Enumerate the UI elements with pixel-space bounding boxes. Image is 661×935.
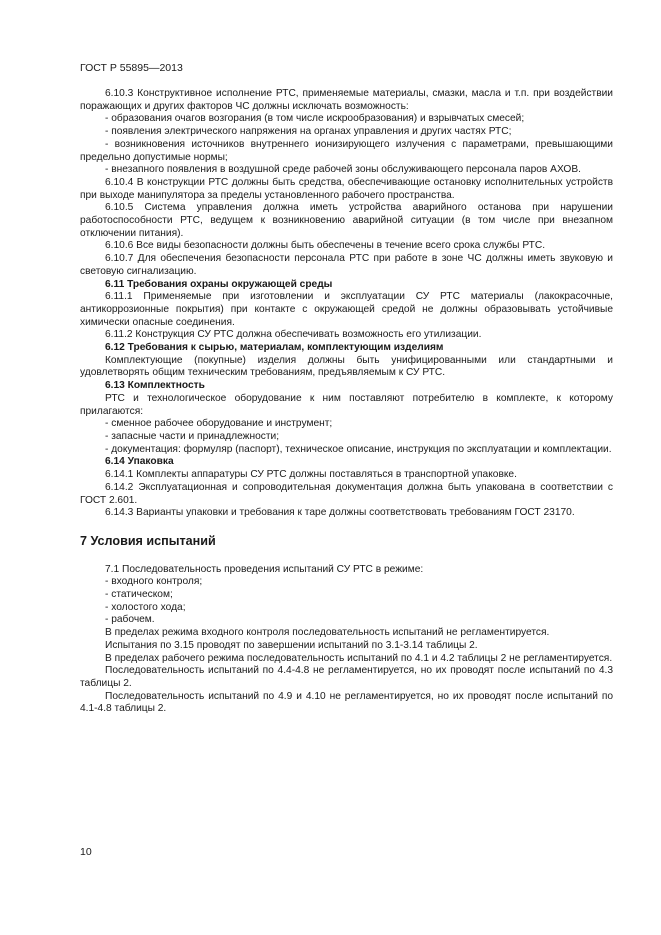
- paragraph-6-10-3: 6.10.3 Конструктивное исполнение РТС, применяемые материалы, смазки, масла и т.п. при воздействии поражающих и других факторов ЧС должны исключать возможность:: [80, 88, 613, 112]
- list-item: - рабочем.: [105, 614, 155, 626]
- list-item: - возникновения источников внутреннего ионизирующего излучения с параметрами, превышающими предельно допустимые нормы;: [80, 138, 613, 163]
- paragraph-6-10-4: 6.10.4 В конструкции РТС должны быть средства, обеспечивающие остановку исполнительных устройств при выходе манипулятора за пределы установленного рабочего пространства.: [80, 176, 613, 201]
- heading-6-13: 6.13 Комплектность: [105, 380, 205, 392]
- list-item: - появления электрического напряжения на органах управления и других частях РТС;: [105, 126, 512, 138]
- paragraph-6-14-3: 6.14.3 Варианты упаковки и требования к таре должны соответствовать требованиям ГОСТ 23170.: [105, 507, 575, 519]
- list-item: - холостого хода;: [105, 601, 186, 613]
- page-number: 10: [80, 846, 92, 858]
- paragraph-6-10-6: 6.10.6 Все виды безопасности должны быть обеспечены в течение всего срока службы РТС.: [105, 240, 546, 252]
- page-content: [80, 88, 613, 716]
- paragraph-6-10-5: 6.10.5 Система управления должна иметь устройства аварийного останова при нарушении работоспособности РТС, ведущем к возникновению аварийной ситуации (в том числе при внезапном отключении питания).: [80, 202, 613, 239]
- paragraph-6-13: РТС и технологическое оборудование к ним поставляют потребителю в комплекте, к которому прилагаются:: [80, 392, 613, 417]
- list-item: - запасные части и принадлежности;: [105, 430, 280, 442]
- paragraph-6-10-7: 6.10.7 Для обеспечения безопасности персонала РТС при работе в зоне ЧС должны иметь звуковую и световую сигнализацию.: [80, 253, 613, 277]
- heading-6-11: 6.11 Требования охраны окружающей среды: [105, 278, 333, 290]
- paragraph-6-14-2: 6.14.2 Эксплуатационная и сопроводительная документация должна быть упакована в соответствии с ГОСТ 2.601.: [80, 481, 613, 506]
- document-header: ГОСТ Р 55895—2013: [80, 62, 183, 74]
- heading-6-12: 6.12 Требования к сырью, материалам, комплектующим изделиям: [105, 342, 444, 354]
- section-7-title: 7 Условия испытаний: [80, 533, 216, 548]
- list-item: - сменное рабочее оборудование и инструмент;: [105, 418, 333, 430]
- list-item: - образования очагов возгорания (в том числе искрообразования) и взрывчатых смесей;: [105, 113, 525, 125]
- list-item: - внезапного появления в воздушной среде рабочей зоны обслуживающего персонала паров АХОВ.: [105, 164, 581, 176]
- paragraph-6-12: Комплектующие (покупные) изделия должны быть унифицированными или стандартными и удовлетворять общим техническим требованиям, предъявляемым к СУ РТС.: [80, 354, 613, 379]
- paragraph-6-14-1: 6.14.1 Комплекты аппаратуры СУ РТС должны поставляться в транспортной упаковке.: [105, 469, 517, 481]
- paragraph: В пределах рабочего режима последовательность испытаний по 4.1 и 4.2 таблицы 2 не регламентируется.: [105, 652, 613, 664]
- paragraph-6-11-2: 6.11.2 Конструкция СУ РТС должна обеспечивать возможность его утилизации.: [105, 329, 482, 341]
- paragraph-6-11-1: 6.11.1 Применяемые при изготовлении и эксплуатации СУ РТС материалы (лакокрасочные, антикоррозионные покрытия) при контакте с окружающей средой не должны образовывать устойчивые химически опасные соединения.: [80, 291, 613, 328]
- heading-6-14: 6.14 Упаковка: [105, 456, 174, 468]
- list-item: - документация: формуляр (паспорт), техническое описание, инструкция по эксплуатации и комплектации.: [105, 443, 612, 455]
- paragraph: Последовательность испытаний по 4.4-4.8 не регламентируется, но их проводят после испытаний по 4.3 таблицы 2.: [80, 665, 613, 689]
- list-item: - входного контроля;: [105, 576, 203, 588]
- paragraph: Последовательность испытаний по 4.9 и 4.10 не регламентируется, но их проводят после испытаний по 4.1-4.8 таблицы 2.: [80, 690, 613, 715]
- paragraph: В пределах режима входного контроля последовательность испытаний не регламентируется.: [105, 627, 550, 639]
- paragraph: Испытания по 3.15 проводят по завершении испытаний по 3.1-3.14 таблицы 2.: [105, 639, 478, 651]
- paragraph-7-1: 7.1 Последовательность проведения испытаний СУ РТС в режиме:: [105, 563, 424, 575]
- list-item: - статическом;: [105, 589, 173, 601]
